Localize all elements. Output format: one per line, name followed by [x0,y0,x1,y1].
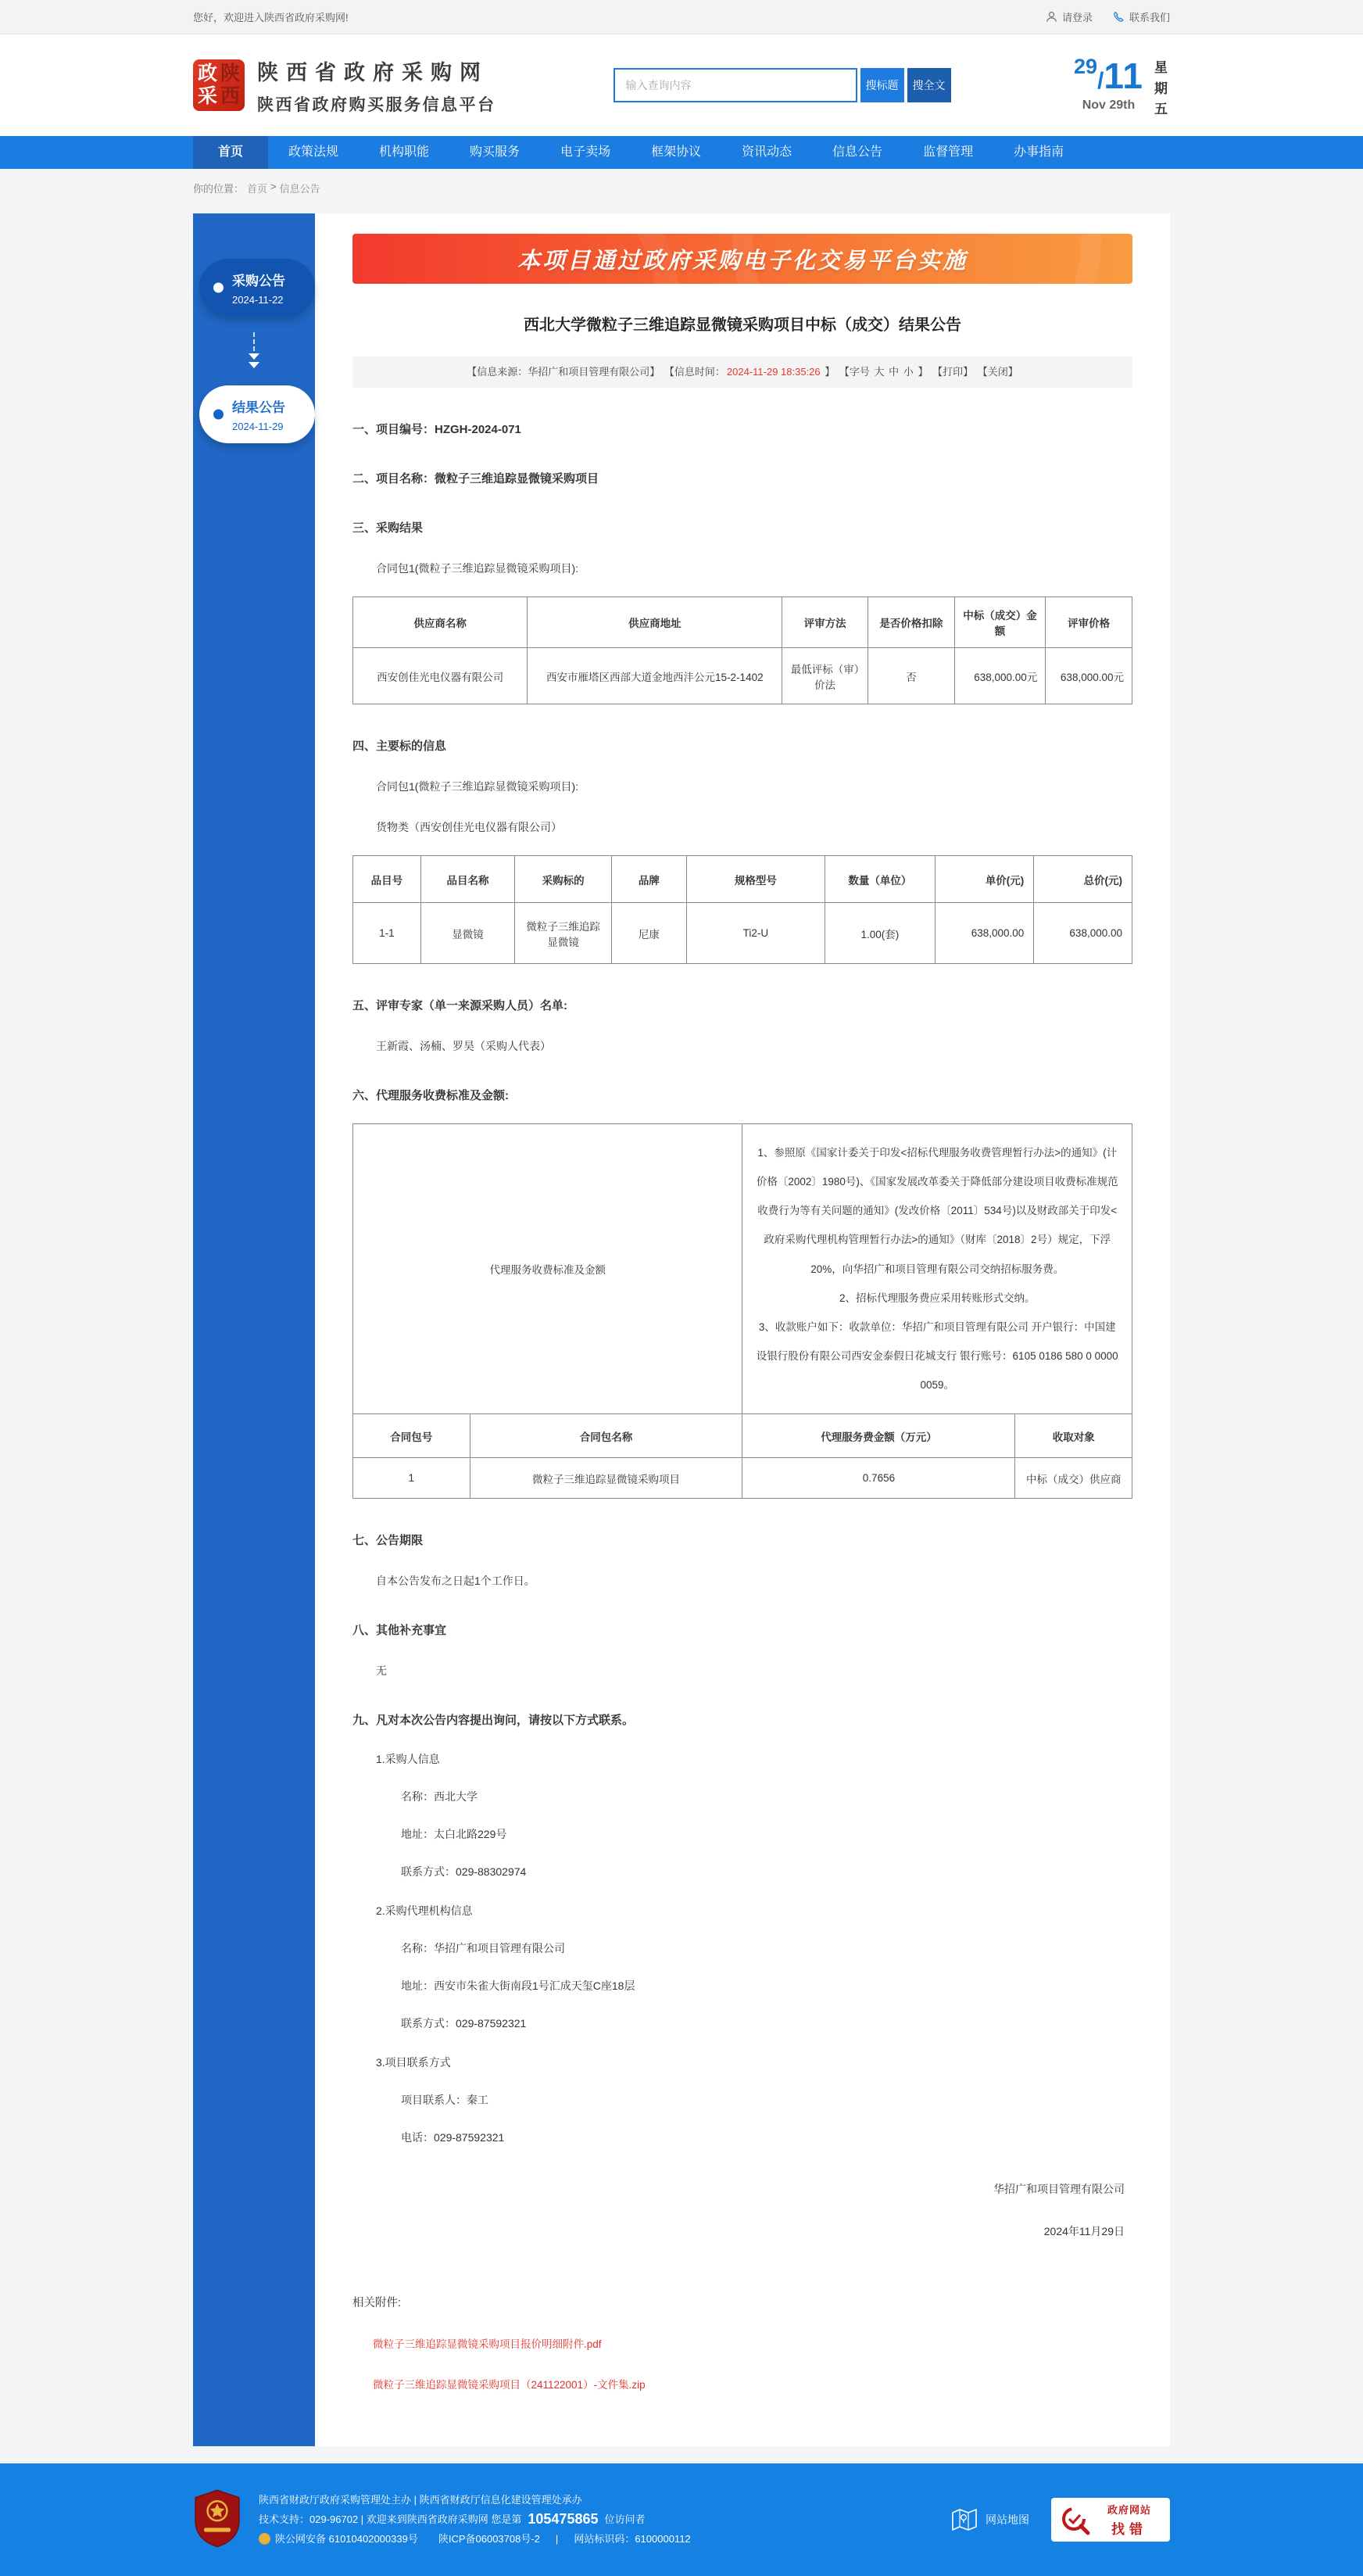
section-4-package: 合同包1(微粒子三维追踪显微镜采购项目): [376,780,578,793]
section-9-title: 九、凡对本次公告内容提出询问，请按以下方式联系。 [352,1714,635,1728]
table-header-row: 合同包号 合同包名称 代理服务费金额（万元） 收取对象 [353,1414,1132,1458]
section-2-project-name: 二、项目名称：微粒子三维追踪显微镜采购项目 [352,472,599,485]
nav-item-announcements[interactable]: 信息公告 [832,145,883,159]
footer-organizer-line: 陕西省财政厅政府采购管理处主办 | 陕西省财政厅信息化建设管理处承办 [259,2494,582,2506]
fee-standard-text: 1、参照原《国家计委关于印发<招标代理服务收费管理暂行办法>的通知》(计价格〔2002〕1980号)、《国家发展改革委关于降低部分建设项目收费标准规范收费行为等有关问题的通知》(发改价格〔2011〕534号)以及财政部关于印发<政府采购代理机构管理暂行办法>的通知》（财库〔2018〕2号）规定，下浮20%，向华招广和项目管理有限公司交纳招标服务费。 2、招标代理服务费应采用转账形式交纳。 3、收款账户如下：收款单位：华招广和项目管理有限公司 开户银行：中国建设银行股份有限公司西安金泰假日花城支行 银行账号：6105 0186 580 0 0000 0059。 [742,1124,1132,1414]
breadcrumb [0,169,1363,202]
table-row: 1-1 显微镜 微粒子三维追踪显微镜 尼康 Ti2-U 1.00(套) 638,000.00 638,000.00 [353,903,1132,964]
signature-date: 2024年11月29日 [1043,2225,1125,2238]
section-7-title: 七、公告期限 [352,1534,424,1548]
date-month: 11 [1104,56,1143,97]
timeline-sidebar [193,213,315,2446]
section-6-title: 六、代理服务收费标准及金额: [352,1089,509,1102]
attachments-label: 相关附件: [352,2297,402,2310]
agency-fee-table [352,1123,1132,1499]
fee-standard-label: 代理服务收费标准及金额 [353,1124,742,1414]
expert-names: 王新霞、汤楠、罗昊（采购人代表） [376,1040,551,1052]
font-size-small[interactable]: 小 [903,366,914,378]
section-1-project-number: 一、项目编号：HZGH-2024-071 [352,423,521,436]
print-button[interactable]: 【打印】 [932,366,974,378]
section-3-title: 三、采购结果 [352,521,424,535]
table-row: 西安创佳光电仪器有限公司 西安市雁塔区西部大道金地西沣公元15-2-1402 最低评标（审）价法 否 638,000.00元 638,000.00元 [353,648,1132,704]
icp-link[interactable]: 陕ICP备06003708号-2 [438,2533,540,2546]
font-size-medium[interactable]: 中 [889,366,900,378]
table-header-row: 供应商名称 供应商地址 评审方法 是否价格扣除 中标（成交）金额 评审价格 [353,597,1132,648]
footer-visitor-line: 技术支持：029-96702 | 欢迎来到陕西省政府采购网 您是第 105475865 位访问者 [259,2511,646,2528]
nav-item-news[interactable]: 资讯动态 [742,145,792,159]
search-input[interactable] [614,68,857,102]
site-code: 网站标识码：6100000112 [574,2533,691,2546]
site-logo[interactable] [193,56,496,116]
map-icon [951,2508,978,2531]
breadcrumb-current[interactable]: 信息公告 [279,183,320,195]
project-contact-heading: 3.项目联系方式 [376,2056,451,2069]
nav-item-policy[interactable]: 政策法规 [288,145,339,159]
breadcrumb-home[interactable]: 首页 [247,183,268,195]
contact-link[interactable]: 联系我们 [1113,9,1170,24]
search-box [614,68,951,102]
purchaser-address: 地址：太白北路229号 [401,1828,507,1841]
nav-item-guide[interactable]: 办事指南 [1014,145,1064,159]
attachments-section [352,2294,1132,2391]
login-link[interactable]: 请登录 [1046,9,1093,24]
sitemap-link[interactable]: 网站地图 [951,2508,1029,2531]
meta-bar: 【信息来源：华招广和项目管理有限公司】 【信息时间： 2024-11-29 18:35:26 】 【字号 大 中 小 】 【打印】 【关闭】 [352,356,1132,388]
search-title-button[interactable]: 搜标题 [860,68,904,102]
government-shield-icon[interactable] [193,2488,241,2552]
banner-text: 本项目通过政府采购电子化交易平台实施 [517,248,968,274]
agency-info-heading: 2.采购代理机构信息 [376,1904,473,1918]
section-8-title: 八、其他补充事宜 [352,1624,447,1638]
purchaser-phone: 联系方式：029-88302974 [401,1865,527,1879]
attachment-zip-link[interactable]: 微粒子三维追踪显微镜采购项目（241122001）-文件集.zip [373,2379,646,2391]
nav-item-e-market[interactable]: 电子卖场 [560,145,611,159]
header [0,34,1363,136]
project-contact-person: 项目联系人：秦工 [401,2094,488,2107]
greeting-text: 您好，欢迎进入陕西省政府采购网! [193,12,349,23]
date-english: Nov 29th [1082,99,1136,113]
main-nav [0,136,1363,169]
date-day: 29 [1073,55,1098,79]
footer-beian-line: 陕公网安备 61010402000339号 陕ICP备06003708号-2 | 网站标识码：6100000112 [259,2533,691,2545]
beian-link[interactable]: 陕公网安备 61010402000339号 [275,2533,418,2546]
date-widget: 29/11 Nov 29th 星期五 [1074,50,1170,120]
procurement-result-table [352,597,1132,704]
font-size-large[interactable]: 大 [874,366,885,378]
agency-address: 地址：西安市朱雀大街南段1号汇成天玺C座18层 [401,1979,635,1993]
topbar [0,0,1363,34]
purchaser-name: 名称：西北大学 [401,1790,478,1804]
table-row: 1 微粒子三维追踪显微镜采购项目 0.7656 中标（成交）供应商 [353,1458,1132,1499]
signature-block [352,2181,1132,2239]
logo-mark-icon: 政 陕 采 西 [193,59,245,111]
project-contact-phone: 电话：029-87592321 [401,2131,505,2144]
meta-source: 【信息来源：华招广和项目管理有限公司】 [467,366,660,378]
nav-item-functions[interactable]: 机构职能 [379,145,430,159]
section-4-category: 货物类（西安创佳光电仪器有限公司） [376,821,562,833]
purchaser-info-heading: 1.采购人信息 [376,1753,440,1766]
search-fulltext-button[interactable]: 搜全文 [907,68,951,102]
e-platform-banner [352,234,1132,284]
nav-item-home[interactable]: 首页 [193,136,268,169]
timeline-item-procurement-notice[interactable]: 采购公告 2024-11-22 [199,259,315,317]
site-title: 陕西省政府采购网 [257,60,488,84]
visitor-count: 105475865 [528,2511,599,2528]
police-badge-icon [259,2533,270,2545]
footer [0,2463,1363,2576]
breadcrumb-label: 你的位置： [193,183,245,195]
gov-site-error-report-badge[interactable]: 政府网站 找错 [1051,2498,1170,2542]
agency-phone: 联系方式：029-87592321 [401,2017,527,2030]
meta-timestamp: 2024-11-29 18:35:26 [726,366,821,378]
attachment-pdf-link[interactable]: 微粒子三维追踪显微镜采购项目报价明细附件.pdf [373,2338,602,2351]
fee-standard-row [353,1124,1132,1414]
main-area [193,213,1170,2446]
user-icon [1046,11,1057,23]
section-5-title: 五、评审专家（单一来源采购人员）名单: [352,999,567,1012]
page-title: 西北大学微粒子三维追踪显微镜采购项目中标（成交）结果公告 [524,317,961,334]
nav-item-supervision[interactable]: 监督管理 [923,145,974,159]
nav-item-purchase-service[interactable]: 购买服务 [470,145,521,159]
breadcrumb-separator: > [270,181,277,192]
agency-name: 名称：华招广和项目管理有限公司 [401,1942,565,1955]
phone-icon [1113,11,1125,23]
announcement-content [315,213,1170,2446]
nav-item-framework[interactable]: 框架协议 [651,145,702,159]
timeline-item-result-notice[interactable]: 结果公告 2024-11-29 [199,385,315,443]
site-subtitle: 陕西省政府购买服务信息平台 [257,95,496,114]
close-button[interactable]: 【关闭】 [977,366,1018,378]
table-header-row: 品目号 品目名称 采购标的 品牌 规格型号 数量（单位） 单价(元) 总价(元) [353,856,1132,903]
date-weekday: 星期五 [1154,60,1168,117]
timeline-arrow-icon [193,317,315,385]
section-8-body: 无 [376,1664,387,1678]
signature-company: 华招广和项目管理有限公司 [993,2183,1125,2196]
section-4-title: 四、主要标的信息 [352,740,447,753]
magnifier-logo-icon [1059,2504,1090,2535]
bid-items-table [352,855,1132,964]
section-7-body: 自本公告发布之日起1个工作日。 [376,1575,535,1588]
section-3-package: 合同包1(微粒子三维追踪显微镜采购项目): [376,562,578,575]
